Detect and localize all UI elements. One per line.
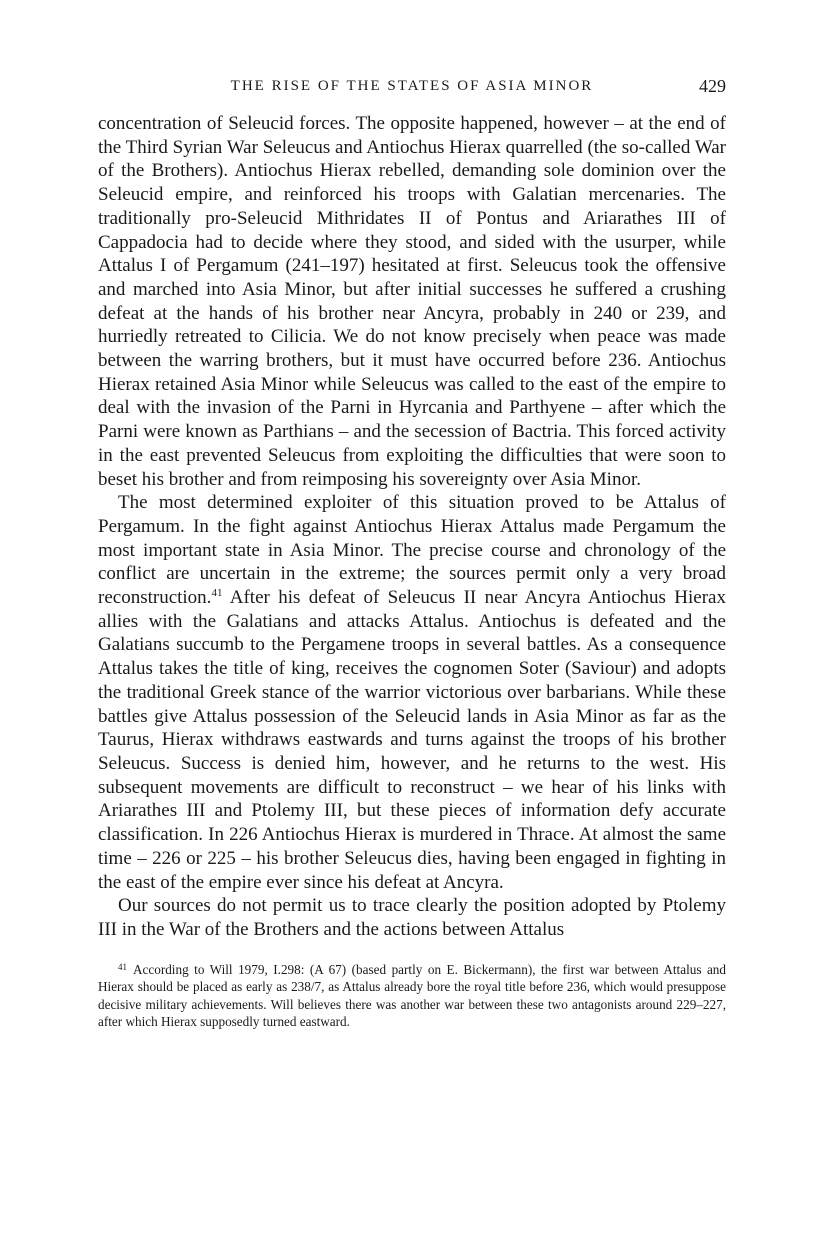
- footnote-reference: 41: [211, 587, 223, 600]
- footnote-mark: 41: [118, 961, 127, 972]
- page-number: 429: [699, 76, 726, 96]
- footnote-text: According to Will 1979, I.298: (A 67) (based partly on E. Bickermann), the first war between Attalus and Hierax should be placed as early as 238/7, as Attalus already bore the royal title before 236, which would presuppose decisive military achievements. Will believes there was another war between these two antagonists around 229–227, after which Hierax supposedly turned eastward.: [98, 961, 726, 1030]
- paragraph-2-text-b: After his defeat of Seleucus II near Ancyra Antiochus Hierax allies with the Galatians and attacks Attalus. Antiochus is defeated and the Galatians succumb to the Pergamene troops in several battles. As a consequence Attalus takes the title of king, receives the cognomen Soter (Saviour) and adopts the traditional Greek stance of the warrior victorious over barbarians. While these battles give Attalus possession of the Seleucid lands in Asia Minor as far as the Taurus, Hierax withdraws eastwards and turns against the troops of his brother Seleucus. Success is denied him, however, and he returns to the west. His subsequent movements are difficult to reconstruct – we hear of his links with Ariarathes III and Ptolemy III, but these pieces of information defy accurate classification. In 226 Antiochus Hierax is murdered in Thrace. At almost the same time – 226 or 225 – his brother Seleucus dies, having been engaged in fighting in the east of the empire ever since his defeat at Ancyra.: [98, 587, 726, 893]
- footnote: [98, 961, 726, 1031]
- paragraph-2-text-a: The most determined exploiter of this situation proved to be Attalus of Pergamum. In the fight against Antiochus Hierax Attalus made Pergamum the most important state in Asia Minor. The precise course and chronology of the conflict are uncertain in the extreme; the sources permit only a very broad reconstruction.: [98, 492, 726, 609]
- paragraph-1: concentration of Seleucid forces. The opposite happened, however – at the end of the Third Syrian War Seleucus and Antiochus Hierax quarrelled (the so-called War of the Brothers). Antiochus Hierax rebelled, demanding sole dominion over the Seleucid empire, and reinforced his troops with Galatian mercenaries. The traditionally pro-Seleucid Mithridates II of Pontus and Ariarathes III of Cappadocia had to decide where they stood, and sided with the usurper, while Attalus I of Pergamum (241–197) hesitated at first. Seleucus took the offensive and marched into Asia Minor, but after initial successes he suffered a crushing defeat at the hands of his brother near Ancyra, probably in 240 or 239, and hurriedly retreated to Cilicia. We do not know precisely when peace was made between the warring brothers, but it must have occurred before 236. Antiochus Hierax retained Asia Minor while Seleucus was called to the east of the empire to deal with the invasion of the Parni in Hyrcania and Parthyene – after which the Parni were known as Parthians – and the secession of Bactria. This forced activity in the east prevented Seleucus from exploiting the difficulties that were soon to beset his brother and from reimposing his sovereignty over Asia Minor.: [98, 113, 726, 490]
- paragraph-3: Our sources do not permit us to trace clearly the position adopted by Ptolemy III in the War of the Brothers and the actions between Attalus: [98, 895, 726, 940]
- book-page: [98, 76, 726, 1031]
- body-text: [98, 112, 726, 942]
- running-title: THE RISE OF THE STATES OF ASIA MINOR: [230, 78, 594, 94]
- paragraph-2: [98, 491, 726, 894]
- running-header: [98, 76, 726, 102]
